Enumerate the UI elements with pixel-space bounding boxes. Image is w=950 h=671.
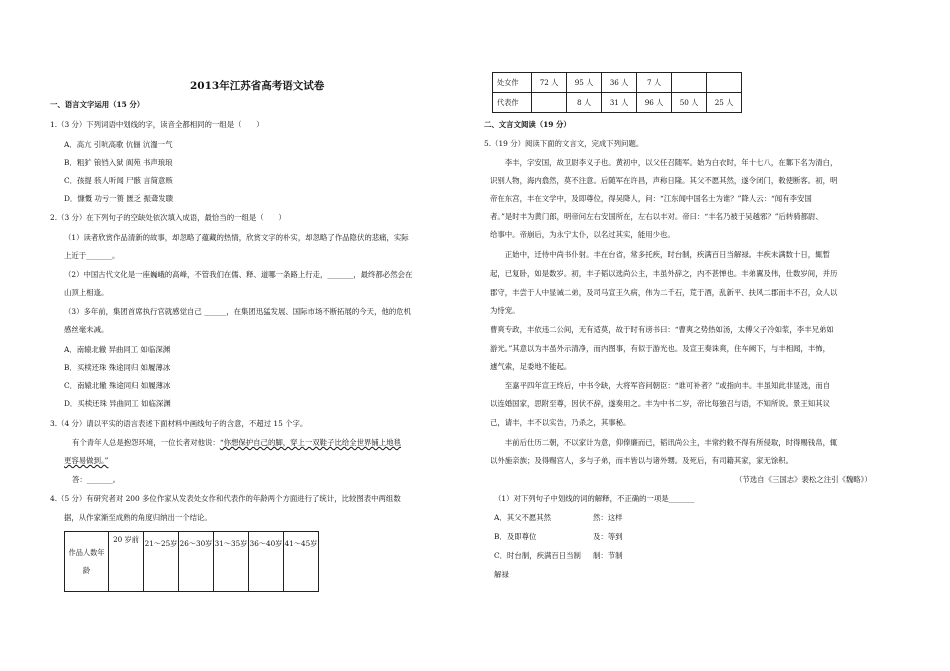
q2-sentence1-a: （1）读者欣赏作品清新的故事，却忽略了蕴藏的热情，欣赏文字的朴实，却忽略了作品隐伏的悲痛，实际 [64,233,409,242]
sub1-option-b: B．及即尊位 [494,532,537,541]
sub1-option-c: C．时台制，疾满百日当制 [494,551,581,560]
passage-line: 郡守，丰尝于人中显诫二弟，及司马宣王久病，伟为二千石，荒于酒，乱新平、扶风二郡而丰不召，众人以 [490,288,838,297]
passage-line: 至嘉平四年宣王终后，中书令缺，大将军咨问朝臣：“谁可补者？”或指向丰。丰虽知此非显选，而自 [490,381,831,390]
table-header-cell: 31～35岁 [214,532,249,592]
passage-line: 正始中，迁侍中尚书仆射。丰在台省，常多托疾，时台制，疾满百日当解禄。丰疾未满数十日，辄暂 [490,250,830,259]
passage-line: 游光。”其意以为丰虽外示清净，而内图事，有似于游光也。及宣王奏诛爽，住车阙下，与丰相闻，丰怖， [490,344,831,353]
passage-line: 遽气索，足委地不能起。 [490,362,572,371]
paper-title: 2013年江苏省高考语文试卷 [190,80,325,92]
q4-table-data [492,72,742,113]
passage-line: 者。”是时丰为黄门郎，明帝问左右安国所在，左右以丰对。帝曰：“丰名乃被于吴越邪？”后转骑都尉、 [490,212,823,221]
table-cell: 31 人 [602,93,637,113]
q3-quote-line1 [72,438,401,448]
sub-question-1: （1）对下列句子中划线的词的解释，不正确的一项是_______ [494,494,695,503]
passage-line: 帝在东宫，丰在文学中，及即尊位，得吴降人，问：“江东闻中国名士为谁？”降人云：“闻有李安国 [490,194,812,203]
q3-quote-underlined-b: 更容易做到。” [64,456,109,465]
passage-line: 丰前后仕历二朝，不以家计为意，仰俸廉而已，韬讯尚公主，丰常约敕不得有所侵取，时得赐钱帛，辄 [490,438,838,447]
q1-stem: 1.（3 分）下列词语中划线的字，读音全都相同的一组是（ ） [50,120,264,129]
table-cell [707,73,742,93]
q2-sentence3-b: 感丝毫未减。 [64,325,109,334]
table-cell [532,93,567,113]
table-row-label: 处女作 [493,73,532,93]
section1-heading: 一、语言文字运用（15 分） [50,100,145,109]
sub1-option-b-gloss: 及：等到 [593,532,623,541]
table-cell: 72 人 [532,73,567,93]
q1-option-a: A．高亢 引吭高歌 伉俪 沆瀣一气 [64,140,173,149]
passage-line: 李丰，字安国，故卫尉李义子也。黄初中，以父任召随军。始为白衣时，年十七八，在鄴下名为清白， [490,158,838,167]
passage-line: 曹爽专政，丰依违二公间，无有适莫，故于时有谤书曰：“曹爽之势热如汤，太傅父子冷如浆，李丰兄弟如 [490,325,834,334]
table-cell: 36 人 [602,73,637,93]
q3-quote-prefix: 有个青年人总是抱怨环境，一位长者对他说： [72,438,220,447]
q4-stem-b: 据，从作家渐至成熟的角度归纳出一个结论。 [64,513,212,522]
passage-line: 以外施亲族；及得赐宫人，多与子弟，而丰皆以与诸外甥。及死后，有司籍其家，家无馀积。 [490,456,794,465]
passage-line: 为恃宠。 [490,306,520,315]
passage-line: 识别人物，海内翕然，莫不注意。后随军在许昌，声称日隆。其父不愿其然，遂令闭门，敕使断客。初，明 [490,176,838,185]
passage-line: 以连婚国家，思附至尊，因伏不辞，遂奏用之。丰为中书二岁，帝比每独召与语，不知所说。景王知其议 [490,399,830,408]
q2-option-d: D．买椟还珠 异曲同工 如临深渊 [64,399,171,408]
sub1-option-c-gloss: 制：节制 [593,551,623,560]
table-row-label: 代表作 [493,93,532,113]
table-cell: 96 人 [637,93,672,113]
passage-source: （节选自《三国志》裴松之注引《魏略》） [735,475,872,484]
q2-sentence2-b: 山顶上相逢。 [64,288,109,297]
sub1-option-a: A．其父不愿其然 [494,513,552,522]
q2-sentence3-a: （3）多年前，集团首席执行官就感觉自己 ______，在集团迅猛发展、国际市场不断拓展的今天，他的危机 [64,307,412,316]
table-cell [672,73,707,93]
q1-option-b: B．粗犷 锒铛入狱 阆苑 书声琅琅 [64,158,173,167]
passage-line: 起，已复卧，如是数岁。初，丰子韬以选尚公主，丰虽外辞之，内不甚惮也。丰弟翼及伟，仕数岁间，并历 [490,269,838,278]
table-header-cell: 41～45岁 [284,532,319,592]
table-header-cell: 36～40岁 [249,532,284,592]
table-cell: 95 人 [567,73,602,93]
table-cell: 8 人 [567,93,602,113]
table-cell: 7 人 [637,73,672,93]
table-cell: 25 人 [707,93,742,113]
q2-option-a: A．南辕北辙 异曲同工 如临深渊 [64,345,171,354]
passage-line: 己，请丰，丰不以实告，乃杀之，其事秘。 [490,418,631,427]
q2-sentence1-b: 上近于_______。 [64,251,120,260]
q1-option-c: C．孩提 骇人听闻 尸骸 言简意赅 [64,176,173,185]
q2-sentence2-a: （2）中国古代文化是一座巍峨的高峰，不管我们在儒、释、道哪一条路上行走，_______，最终都必然会在 [64,270,413,279]
q3-stem: 3.（4 分）请以平实的语言表述下面材料中画线句子的含意，不超过 15 个字。 [50,419,308,428]
table-header-cell: 26～30岁 [179,532,214,592]
q4-stem-a: 4.（5 分）有研究者对 200 多位作家从发表处女作和代表作的年龄两个方面进行了统计，比较图表中两组数 [50,494,401,503]
sub1-option-c-tail: 解禄 [494,570,509,579]
sub1-option-a-gloss: 然：这样 [593,513,623,522]
q3-answer-line: 答：_______。 [72,475,121,484]
q4-table-header [64,531,319,592]
table-cell: 50 人 [672,93,707,113]
q2-option-c: C．南辕北辙 殊途同归 如履薄冰 [64,381,171,390]
q3-quote-underlined-a: “你想保护自己的脚，穿上一双鞋子比给全世界铺上地毯 [219,438,401,447]
q5-stem: 5.（19 分）阅读下面的文言文，完成下列问题。 [484,139,644,148]
table-corner-cell: 作品人数年龄 [65,532,109,592]
q2-option-b: B．买椟还珠 殊途同归 如履薄冰 [64,363,171,372]
passage-line: 给事中。帝崩后，为永宁太仆，以名过其实，能用少也。 [490,230,675,239]
q1-option-d: D．慷慨 功亏一篑 匮乏 振聋发聩 [64,194,174,203]
section2-heading: 二、文言文阅读（19 分） [484,120,571,129]
table-header-cell: 21～25岁 [144,532,179,592]
table-header-cell: 20 岁前 [109,532,144,592]
q2-stem: 2.（3 分）在下列句子的空缺处依次填入成语，最恰当的一组是（ ） [50,213,286,222]
